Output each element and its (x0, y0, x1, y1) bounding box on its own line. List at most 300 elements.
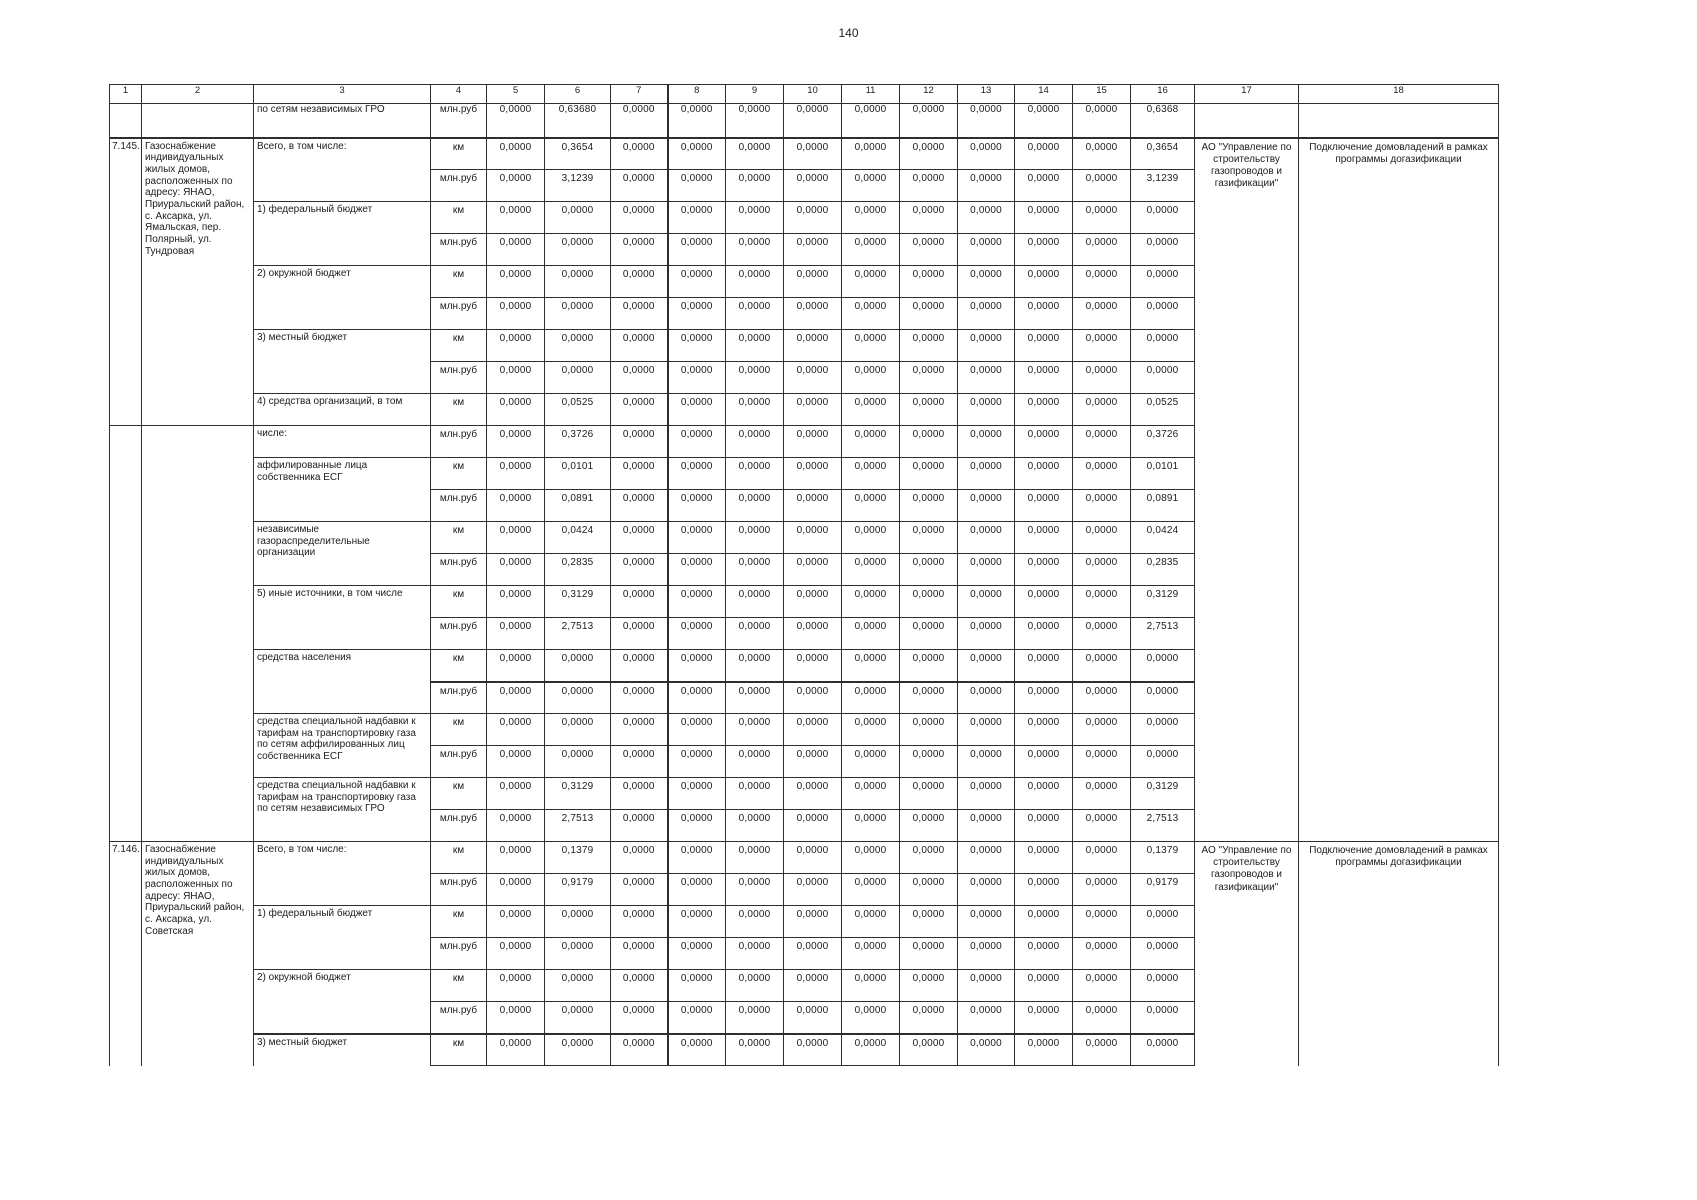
value-cell: 0,0000 (900, 138, 958, 170)
value-cell: 0,0000 (842, 522, 900, 554)
value-cell: 0,0000 (668, 1002, 726, 1034)
value-cell: 0,0000 (842, 714, 900, 746)
value-cell: 0,0000 (1073, 842, 1131, 874)
value-cell: 0,0000 (668, 682, 726, 714)
value-cell: 2,7513 (1131, 618, 1195, 650)
value-cell: 0,0000 (1015, 906, 1073, 938)
value-cell: 0,0000 (545, 746, 611, 778)
unit-cell: млн.руб (431, 682, 487, 714)
value-cell: 0,0000 (842, 458, 900, 490)
value-cell: 0,0000 (1073, 522, 1131, 554)
value-cell: 0,0000 (900, 394, 958, 426)
value-cell: 0,0000 (900, 490, 958, 522)
value-cell: 0,0000 (900, 170, 958, 202)
value-cell: 0,0000 (784, 426, 842, 458)
value-cell: 0,0000 (842, 778, 900, 810)
value-cell: 0,0000 (784, 970, 842, 1002)
value-cell: 0,0000 (958, 842, 1015, 874)
value-cell: 0,0000 (668, 266, 726, 298)
value-cell: 0,0000 (900, 810, 958, 842)
value-cell: 0,0000 (726, 778, 784, 810)
value-cell: 0,0000 (958, 458, 1015, 490)
line-item-cell: по сетям независимых ГРО (254, 104, 431, 138)
column-header: 2 (142, 85, 254, 104)
unit-cell: км (431, 842, 487, 874)
value-cell: 0,0000 (842, 554, 900, 586)
value-cell: 0,0000 (726, 1034, 784, 1066)
value-cell: 0,0000 (668, 874, 726, 906)
value-cell: 0,0000 (1073, 170, 1131, 202)
unit-cell: млн.руб (431, 234, 487, 266)
value-cell: 0,0000 (726, 906, 784, 938)
row-number-cell: 7.145. (110, 138, 142, 426)
unit-cell: км (431, 138, 487, 170)
value-cell: 0,0000 (668, 426, 726, 458)
value-cell: 0,0000 (726, 842, 784, 874)
object-name-cell (142, 104, 254, 138)
value-cell: 0,0000 (1015, 650, 1073, 682)
value-cell: 0,0000 (900, 330, 958, 362)
value-cell: 0,0000 (784, 874, 842, 906)
value-cell: 0,0000 (1073, 298, 1131, 330)
note-cell (1299, 104, 1499, 138)
value-cell: 0,0000 (726, 970, 784, 1002)
value-cell: 0,0000 (958, 906, 1015, 938)
value-cell: 0,0000 (900, 104, 958, 138)
value-cell: 0,0000 (487, 266, 545, 298)
value-cell: 0,0000 (668, 586, 726, 618)
line-item-cell: Всего, в том числе: (254, 138, 431, 202)
value-cell: 0,0000 (726, 458, 784, 490)
column-header: 1 (110, 85, 142, 104)
value-cell: 0,0000 (900, 618, 958, 650)
column-header: 7 (611, 85, 668, 104)
value-cell: 0,0000 (1015, 1034, 1073, 1066)
value-cell: 0,0000 (900, 970, 958, 1002)
unit-cell: км (431, 266, 487, 298)
value-cell: 0,0000 (784, 810, 842, 842)
value-cell: 0,0000 (611, 810, 668, 842)
value-cell: 0,0000 (1015, 490, 1073, 522)
value-cell: 0,0000 (668, 842, 726, 874)
program-table (109, 84, 1499, 1066)
value-cell: 0,0000 (842, 394, 900, 426)
value-cell: 0,0000 (611, 170, 668, 202)
value-cell: 0,0000 (487, 234, 545, 266)
value-cell: 0,0000 (1131, 746, 1195, 778)
value-cell: 0,0000 (958, 362, 1015, 394)
value-cell: 0,0000 (842, 298, 900, 330)
value-cell: 0,0000 (1131, 298, 1195, 330)
line-item-cell: независимые газораспределительные организации (254, 522, 431, 586)
value-cell: 0,0000 (958, 266, 1015, 298)
value-cell: 0,0000 (1015, 970, 1073, 1002)
value-cell: 0,0000 (1015, 554, 1073, 586)
value-cell: 0,0000 (668, 938, 726, 970)
unit-cell: км (431, 586, 487, 618)
value-cell: 0,0891 (1131, 490, 1195, 522)
value-cell: 0,3654 (1131, 138, 1195, 170)
value-cell: 0,0000 (726, 394, 784, 426)
unit-cell: млн.руб (431, 938, 487, 970)
value-cell: 0,0000 (545, 938, 611, 970)
table-row (110, 842, 1499, 874)
value-cell: 0,0000 (487, 554, 545, 586)
value-cell: 0,0000 (1015, 362, 1073, 394)
value-cell: 0,0000 (668, 554, 726, 586)
column-header: 15 (1073, 85, 1131, 104)
value-cell: 0,0000 (487, 970, 545, 1002)
value-cell: 0,0000 (784, 554, 842, 586)
value-cell: 0,0000 (900, 842, 958, 874)
value-cell: 0,0000 (487, 938, 545, 970)
value-cell: 0,0000 (1073, 138, 1131, 170)
value-cell: 0,0000 (545, 266, 611, 298)
value-cell: 0,0000 (958, 650, 1015, 682)
value-cell: 0,0000 (487, 874, 545, 906)
value-cell: 0,0000 (842, 362, 900, 394)
value-cell: 0,0000 (784, 522, 842, 554)
value-cell: 0,0000 (784, 714, 842, 746)
value-cell: 0,0000 (487, 330, 545, 362)
value-cell: 0,0000 (900, 746, 958, 778)
value-cell: 0,0000 (487, 778, 545, 810)
value-cell: 0,3129 (1131, 778, 1195, 810)
value-cell: 0,0000 (958, 746, 1015, 778)
value-cell: 0,0000 (784, 778, 842, 810)
value-cell: 0,0000 (545, 1034, 611, 1066)
unit-cell: млн.руб (431, 874, 487, 906)
value-cell: 0,0000 (668, 138, 726, 170)
value-cell: 0,0000 (726, 330, 784, 362)
value-cell: 0,0000 (1073, 362, 1131, 394)
value-cell: 0,0000 (842, 970, 900, 1002)
value-cell: 0,0424 (1131, 522, 1195, 554)
unit-cell: км (431, 714, 487, 746)
value-cell: 0,0000 (784, 618, 842, 650)
unit-cell: км (431, 970, 487, 1002)
value-cell: 0,0000 (958, 618, 1015, 650)
value-cell: 0,0000 (958, 234, 1015, 266)
unit-cell: км (431, 330, 487, 362)
value-cell: 2,7513 (1131, 810, 1195, 842)
value-cell: 0,0000 (545, 682, 611, 714)
value-cell: 0,0000 (900, 554, 958, 586)
value-cell: 0,0000 (1015, 746, 1073, 778)
executor-cell: АО "Управление по строительству газопроводов и газификации" (1195, 842, 1299, 1066)
value-cell: 0,0000 (842, 202, 900, 234)
value-cell: 0,0000 (611, 618, 668, 650)
line-item-cell: 3) местный бюджет (254, 330, 431, 394)
value-cell: 0,0000 (726, 618, 784, 650)
value-cell: 0,0000 (487, 138, 545, 170)
unit-cell: км (431, 202, 487, 234)
unit-cell: км (431, 906, 487, 938)
column-header: 17 (1195, 85, 1299, 104)
value-cell: 0,0000 (545, 362, 611, 394)
object-name-cell (142, 426, 254, 842)
value-cell: 0,0000 (1015, 810, 1073, 842)
value-cell: 0,0000 (726, 266, 784, 298)
value-cell: 0,0000 (900, 714, 958, 746)
executor-cell: АО "Управление по строительству газопроводов и газификации" (1195, 138, 1299, 842)
value-cell: 0,0000 (784, 458, 842, 490)
unit-cell: млн.руб (431, 618, 487, 650)
value-cell: 0,0000 (784, 1034, 842, 1066)
value-cell: 0,0000 (726, 810, 784, 842)
column-header: 4 (431, 85, 487, 104)
value-cell: 0,0000 (842, 1002, 900, 1034)
value-cell: 0,0000 (611, 522, 668, 554)
value-cell: 0,0000 (784, 682, 842, 714)
value-cell: 0,0000 (1073, 490, 1131, 522)
value-cell: 0,0000 (668, 234, 726, 266)
value-cell: 0,0000 (487, 522, 545, 554)
column-header: 16 (1131, 85, 1195, 104)
value-cell: 0,0000 (726, 1002, 784, 1034)
value-cell: 0,0000 (545, 234, 611, 266)
value-cell: 2,7513 (545, 810, 611, 842)
column-header: 5 (487, 85, 545, 104)
value-cell: 0,0000 (900, 362, 958, 394)
unit-cell: млн.руб (431, 746, 487, 778)
value-cell: 0,0000 (900, 778, 958, 810)
value-cell: 2,7513 (545, 618, 611, 650)
value-cell: 0,0000 (1073, 746, 1131, 778)
value-cell: 0,0000 (545, 202, 611, 234)
value-cell: 0,0000 (487, 810, 545, 842)
value-cell: 0,0000 (900, 234, 958, 266)
value-cell: 0,0000 (611, 104, 668, 138)
value-cell: 0,0000 (1073, 458, 1131, 490)
value-cell: 0,0000 (900, 874, 958, 906)
line-item-cell: средства специальной надбавки к тарифам на транспортировку газа по сетям аффилированных лиц собственника ЕСГ (254, 714, 431, 778)
value-cell: 0,0000 (784, 362, 842, 394)
value-cell: 0,0000 (1015, 234, 1073, 266)
value-cell: 0,0000 (1073, 618, 1131, 650)
value-cell: 0,0000 (545, 970, 611, 1002)
column-header: 14 (1015, 85, 1073, 104)
value-cell: 0,0000 (487, 298, 545, 330)
value-cell: 0,0000 (1131, 362, 1195, 394)
value-cell: 0,0000 (1131, 906, 1195, 938)
value-cell: 0,0000 (900, 586, 958, 618)
object-name-cell: Газоснабжение индивидуальных жилых домов, расположенных по адресу: ЯНАО, Приуральский район, с. Аксарка, ул. Советская (142, 842, 254, 1066)
value-cell: 0,0000 (1073, 394, 1131, 426)
value-cell: 0,3129 (1131, 586, 1195, 618)
line-item-cell: аффилированные лица собственника ЕСГ (254, 458, 431, 522)
value-cell: 0,0000 (1131, 234, 1195, 266)
value-cell: 0,0000 (1073, 202, 1131, 234)
value-cell: 0,0000 (611, 298, 668, 330)
column-header: 12 (900, 85, 958, 104)
value-cell: 0,0000 (545, 906, 611, 938)
table-row (110, 138, 1499, 170)
value-cell: 0,0000 (1073, 810, 1131, 842)
value-cell: 0,0000 (784, 298, 842, 330)
unit-cell: млн.руб (431, 810, 487, 842)
value-cell: 0,0000 (611, 202, 668, 234)
value-cell: 0,0000 (784, 170, 842, 202)
value-cell: 0,0000 (842, 586, 900, 618)
line-item-cell: 1) федеральный бюджет (254, 906, 431, 970)
value-cell: 0,0000 (487, 104, 545, 138)
value-cell: 0,0000 (1015, 586, 1073, 618)
value-cell: 0,0000 (1073, 266, 1131, 298)
value-cell: 0,0000 (611, 842, 668, 874)
value-cell: 0,0000 (900, 458, 958, 490)
value-cell: 0,0000 (784, 842, 842, 874)
value-cell: 0,0000 (1015, 394, 1073, 426)
value-cell: 0,3726 (545, 426, 611, 458)
value-cell: 0,0000 (668, 778, 726, 810)
value-cell: 0,0000 (1131, 266, 1195, 298)
value-cell: 0,0000 (1073, 234, 1131, 266)
value-cell: 0,0000 (1015, 778, 1073, 810)
value-cell: 0,0000 (487, 618, 545, 650)
value-cell: 0,9179 (1131, 874, 1195, 906)
value-cell: 0,0525 (545, 394, 611, 426)
value-cell: 0,0000 (1073, 1034, 1131, 1066)
value-cell: 0,0000 (668, 618, 726, 650)
value-cell: 0,0000 (487, 458, 545, 490)
line-item-cell: 1) федеральный бюджет (254, 202, 431, 266)
value-cell: 0,0000 (1015, 682, 1073, 714)
value-cell: 0,0000 (1131, 202, 1195, 234)
line-item-cell: 2) окружной бюджет (254, 970, 431, 1034)
value-cell: 0,0000 (958, 394, 1015, 426)
value-cell: 0,0000 (668, 1034, 726, 1066)
value-cell: 0,0000 (1131, 938, 1195, 970)
value-cell: 0,0000 (842, 650, 900, 682)
value-cell: 0,0000 (611, 778, 668, 810)
value-cell: 3,1239 (1131, 170, 1195, 202)
value-cell: 0,0000 (487, 586, 545, 618)
value-cell: 0,0000 (487, 170, 545, 202)
value-cell: 0,0000 (842, 138, 900, 170)
value-cell: 0,0000 (1073, 938, 1131, 970)
value-cell: 0,0000 (784, 394, 842, 426)
unit-cell: млн.руб (431, 170, 487, 202)
unit-cell: км (431, 650, 487, 682)
value-cell: 0,0000 (958, 490, 1015, 522)
value-cell: 0,0000 (668, 714, 726, 746)
value-cell: 0,0000 (1073, 970, 1131, 1002)
value-cell: 0,0000 (958, 938, 1015, 970)
value-cell: 0,0000 (900, 1002, 958, 1034)
value-cell: 0,0000 (900, 266, 958, 298)
value-cell: 0,0000 (1073, 104, 1131, 138)
line-item-cell: 4) средства организаций, в том (254, 394, 431, 426)
value-cell: 0,0000 (842, 330, 900, 362)
value-cell: 0,0000 (958, 874, 1015, 906)
value-cell: 0,3654 (545, 138, 611, 170)
value-cell: 0,0000 (958, 810, 1015, 842)
value-cell: 0,0000 (611, 874, 668, 906)
value-cell: 0,0000 (842, 234, 900, 266)
value-cell: 0,0000 (1015, 138, 1073, 170)
value-cell: 0,0000 (668, 362, 726, 394)
value-cell: 0,0000 (958, 202, 1015, 234)
line-item-cell: средства специальной надбавки к тарифам на транспортировку газа по сетям независимых ГРО (254, 778, 431, 842)
value-cell: 0,0000 (726, 586, 784, 618)
value-cell: 0,0000 (784, 490, 842, 522)
value-cell: 0,0000 (611, 682, 668, 714)
note-cell: Подключение домовладений в рамках программы догазификации (1299, 842, 1499, 1066)
value-cell: 0,0000 (900, 938, 958, 970)
value-cell: 0,0000 (611, 458, 668, 490)
column-header: 13 (958, 85, 1015, 104)
value-cell: 0,0000 (784, 650, 842, 682)
value-cell: 0,0000 (726, 682, 784, 714)
value-cell: 0,0000 (668, 458, 726, 490)
unit-cell: млн.руб (431, 426, 487, 458)
value-cell: 0,0000 (611, 938, 668, 970)
value-cell: 0,0000 (1015, 874, 1073, 906)
value-cell: 0,0000 (487, 1034, 545, 1066)
value-cell: 0,0000 (842, 682, 900, 714)
value-cell: 0,0000 (1073, 714, 1131, 746)
value-cell: 0,0000 (668, 970, 726, 1002)
value-cell: 0,1379 (1131, 842, 1195, 874)
value-cell: 0,0000 (1015, 170, 1073, 202)
value-cell: 0,0000 (1015, 104, 1073, 138)
value-cell: 0,0000 (784, 1002, 842, 1034)
value-cell: 0,0000 (958, 970, 1015, 1002)
value-cell: 0,0000 (487, 394, 545, 426)
value-cell: 0,2835 (1131, 554, 1195, 586)
value-cell: 0,0000 (1015, 618, 1073, 650)
value-cell: 0,0000 (958, 330, 1015, 362)
value-cell: 0,0000 (842, 104, 900, 138)
value-cell: 0,0000 (842, 874, 900, 906)
value-cell: 0,0000 (1131, 330, 1195, 362)
value-cell: 0,0000 (611, 394, 668, 426)
value-cell: 0,0000 (726, 522, 784, 554)
value-cell: 0,0000 (1073, 778, 1131, 810)
value-cell: 0,0000 (842, 746, 900, 778)
unit-cell: млн.руб (431, 1002, 487, 1034)
unit-cell: млн.руб (431, 554, 487, 586)
value-cell: 0,0000 (726, 714, 784, 746)
value-cell: 0,0000 (726, 362, 784, 394)
table-header-row (110, 85, 1499, 104)
value-cell: 0,0000 (958, 586, 1015, 618)
value-cell: 0,0000 (611, 554, 668, 586)
value-cell: 0,0000 (668, 330, 726, 362)
value-cell: 0,0000 (784, 234, 842, 266)
value-cell: 0,0000 (958, 1034, 1015, 1066)
column-header: 18 (1299, 85, 1499, 104)
value-cell: 0,0000 (726, 490, 784, 522)
line-item-cell: 3) местный бюджет (254, 1034, 431, 1066)
value-cell: 0,0000 (726, 938, 784, 970)
value-cell: 0,0000 (958, 170, 1015, 202)
value-cell: 0,9179 (545, 874, 611, 906)
value-cell: 0,0424 (545, 522, 611, 554)
value-cell: 0,0000 (487, 362, 545, 394)
column-header: 8 (668, 85, 726, 104)
value-cell: 0,0000 (900, 298, 958, 330)
value-cell: 0,0000 (726, 170, 784, 202)
column-header: 3 (254, 85, 431, 104)
value-cell: 0,0000 (784, 266, 842, 298)
value-cell: 0,0000 (611, 138, 668, 170)
page-number: 140 (838, 26, 859, 40)
value-cell: 0,0000 (1131, 682, 1195, 714)
value-cell: 0,0000 (487, 906, 545, 938)
value-cell: 0,0101 (1131, 458, 1195, 490)
